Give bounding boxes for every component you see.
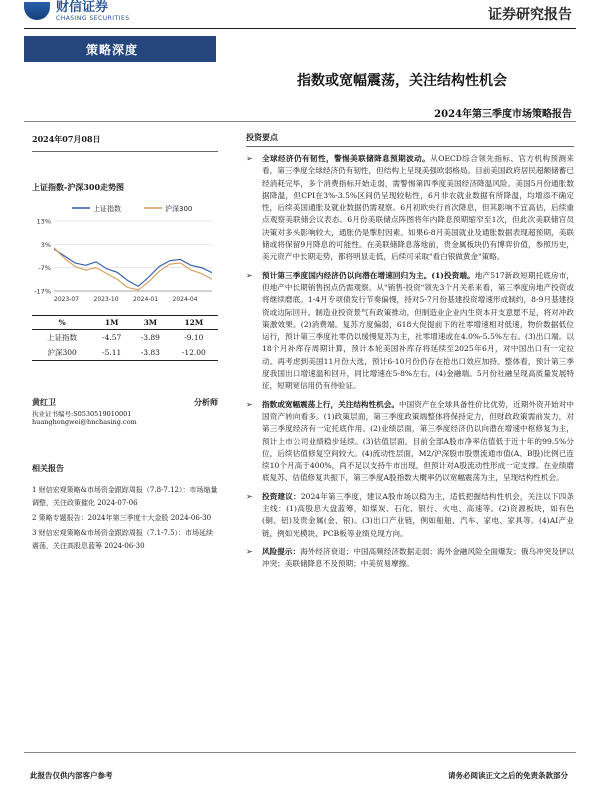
table-header-cell: 1M (92, 316, 131, 330)
bullet-arrow-icon: ➢ (246, 399, 253, 409)
section-tag: 策略深度 (24, 36, 216, 62)
analyst-block (32, 397, 218, 427)
chart-title: 上证指数-沪深300走势图 (32, 182, 125, 192)
investment-highlights (246, 126, 574, 571)
table-header-cell: 3M (131, 316, 170, 330)
point-body: 海外经济衰退；中国高频经济数据走弱；海外金融风险全面爆发；俄乌冲突及伊以冲突；美联储降息不及预期；中美贸易摩擦。 (262, 546, 575, 569)
point-lead: 预计第三季度国内经济仍以向潜在增速回归为主。(1)投资端。 (262, 270, 475, 280)
company-logo (24, 0, 130, 22)
logo-english-name: CHASING SECURITIES (56, 14, 130, 22)
table-cell: -5.11 (92, 345, 131, 361)
legend-label: 沪深300 (165, 205, 193, 213)
related-report-link[interactable]: 1 财信宏观策略&市场资金跟踪周报（7.8-7.12）：市场缩量调整，关注政策催化 2024-07-06 (32, 485, 218, 507)
title-divider (24, 121, 576, 122)
point-body: 2024年第三季度，建议A股市场以稳为主，适低把握结构性机会，关注以下四条主线：(1)高股息大盘蓝筹，如煤炭、石化、银行、火电、高速等。(2)资源板块，如有色(铜、铝)及贵金属(金、银)。(3)出口产业链，例如船舶、汽车、家电、家具等。(4)AI产业链，例如光模块、PCB板等业绩兑现方向。 (262, 491, 575, 538)
table-header-row (32, 316, 218, 330)
trend-chart-svg (32, 201, 218, 309)
table-cell: -3.89 (140, 333, 160, 342)
highlight-point (246, 270, 574, 393)
legend-label: 上证指数 (93, 205, 121, 213)
highlights-heading: 投资要点 (246, 132, 278, 142)
bullet-arrow-icon: ➢ (246, 154, 253, 163)
table-cell: -4.57 (102, 333, 122, 342)
footer-disclaimer-right: 请务必阅读正文之后的免责条款部分 (448, 771, 568, 780)
analyst-license: 执业证书编号:S0530519010001 (32, 410, 132, 418)
table-row (32, 345, 218, 361)
index-trend-chart (32, 201, 218, 309)
point-lead: 全球经济仍有韧性，警惕美联储降息预期波动。 (262, 154, 431, 163)
y-tick-label: 3% (40, 240, 51, 249)
table-header-cell: % (32, 316, 92, 330)
related-report-link[interactable]: 2 策略专题报告：2024年第三季度十大金股 2024-06-30 (32, 513, 212, 522)
table-cell: 沪深300 (32, 345, 92, 361)
report-subtitle: 2024年第三季度市场策略报告 (434, 109, 572, 120)
point-lead: 投资建议： (262, 491, 301, 501)
table-cell: -9.10 (184, 333, 204, 342)
table-cell: -3.83 (131, 345, 170, 361)
report-type-label: 证券研究报告 (488, 7, 572, 23)
related-reports-title: 相关报告 (32, 462, 64, 473)
highlight-point (246, 491, 574, 540)
logo-mark-icon (24, 2, 50, 20)
highlight-point (246, 399, 574, 485)
table-header-cell: 12M (170, 316, 218, 330)
analyst-role: 分析师 (194, 397, 218, 407)
related-reports-list (32, 484, 218, 553)
y-tick-label: -17% (34, 287, 51, 296)
analyst-email[interactable]: huanghongwei@hnchasing.com (32, 418, 137, 427)
date-divider (32, 151, 218, 152)
footer-disclaimer-left: 此报告仅供内部客户参考 (30, 771, 113, 780)
footer-divider (24, 752, 576, 753)
point-lead: 风险提示： (262, 546, 301, 556)
report-title: 指数或宽幅震荡，关注结构性机会 (297, 73, 507, 89)
x-tick-label: 2024-01 (133, 296, 159, 303)
y-tick-label: 13% (36, 217, 51, 226)
table-cell: 上证指数 (47, 333, 78, 342)
x-tick-label: 2023-07 (54, 296, 80, 303)
logo-chinese-name: 财信证券 (56, 0, 109, 15)
x-tick-label: 2023-10 (93, 296, 119, 303)
point-lead: 指数或宽幅震荡上行，关注结构性机会。 (262, 399, 399, 409)
point-body: 地产517新政短期托底房市，但地产中长期销售拐点仍需观察。从"销售-投资"领先3个月关系来看，第三季度房地产投资或将继续磨底。1-4月专项债发行节奏偏慢，持对5-7月份基建投资增速形成制约，8-9月基建投资或边际回升。制造业投资景气有政策推动，但制造业企业内生资本开支意愿不足，将对冲政策激效果。(2)消费端。复苏方度偏弱，618大促提前下的社零增速相对低速，物价数据低位运行，预计第三季度社零仍以缓慢复苏为主，社零增速或在4.0%-5.5%左右。(3)出口端。以18个月补库存周期计算，预计本轮美国补库存将延续至2025年6月，对中国出口有一定拉动。再考虑到美国11月份大选，预计6-10月份仍存在抢出口效应加持。整体看，预计第三季度我国出口增速温和回升，同比增速在5-8%左右。(4)金融端。5月份社融呈现高质量发展特征，短期宽信用仍有待验证。 (262, 270, 574, 391)
performance-table (32, 315, 218, 361)
bullet-arrow-icon: ➢ (246, 491, 253, 501)
bullet-arrow-icon: ➢ (246, 270, 253, 280)
bullet-arrow-icon: ➢ (246, 546, 253, 556)
analyst-name: 黄红卫 (32, 397, 56, 407)
y-tick-label: -7% (38, 264, 51, 273)
table-row (32, 330, 218, 346)
table-cell: -12.00 (170, 345, 218, 361)
point-body: 中国资产在全球具备性价比优势，近期外资开始对中国资产转向看多。(1)政策层面，第三季度政策端整体将保持定力，但财政政策需前发力，对第三季度经济有一定托底作用。(2)业绩层面，第三季度经济仍以向潜在增速中枢修复为主，预计上市公司业绩稳步延续。(3)估值层面，目前全部A股市净率估值低于近十年的99.5%分位，后续估值修复空间较大。(4)流动性层面，M2/沪深股市股票流通市值(A、B股)比例已连续10个月高于400%，尚不足以支持牛市出现，但预计对A股流动性形成一定支撑。在业绩磨底复苏、估值修复共振下，第三季度A股指数大概率仍以宽幅震荡为主，呈现结构性机会。 (262, 399, 574, 483)
x-tick-label: 2024-04 (172, 296, 198, 303)
report-date: 2024年07月08日 (32, 134, 101, 144)
highlight-point (246, 153, 574, 264)
highlight-point (246, 546, 574, 571)
highlights-divider (246, 146, 574, 147)
related-report-link[interactable]: 3 财信宏观策略&市场资金跟踪周报（7.1-7.5）：市场延续震荡，关注高股息蓝筹 2024-06-30 (32, 528, 214, 550)
header-divider (24, 28, 576, 29)
left-sidebar (32, 126, 218, 555)
point-body: 从OECD综合领先指标、官方机构预测来看，第三季度全球经济仍有韧性，但结构上呈现美强欧弱格局。目前美国政府居民超额储蓄已经消耗完毕，多个消费指标开始走弱，需警惕第四季度美国经济降温风险。美国5月份通胀数据降温，但CPI在3%-3.5%区间仍呈现较粘性，6月非农就业数据有所降温，均增添不确定性，后续美国通胀及就业数据仍需观察。6月初欧央行首次降息，但其影响不宜高估，后续重点观察美联储会议表态。6月份美联储点阵图将年内降息预期缩窄至1次，但此次美联储官员决策对多头影响较大，通胀仍是掣肘因素。如果6-8月美国就业及通胀数据表现超预期，美联储或将保留9月降息的可能性。在美联储降息落地前，贵金属板块仍有博弈价值，参照历史，美元资产中长期走势，都将明显走低，后续可采取"看白银做黄金"策略。 (262, 154, 575, 262)
